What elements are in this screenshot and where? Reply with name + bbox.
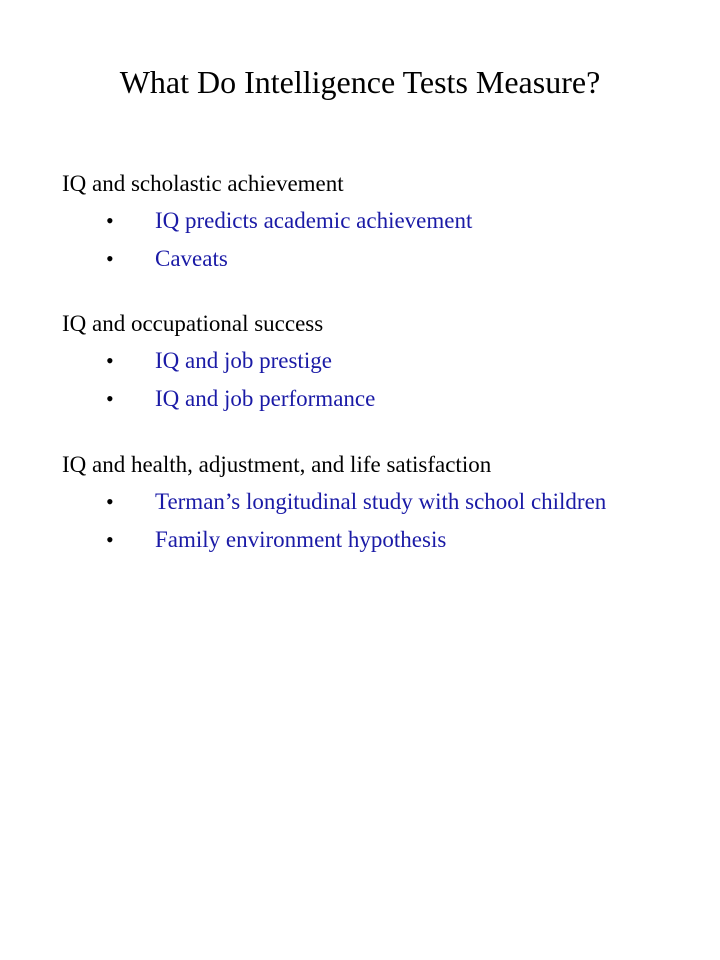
bullet-item — [62, 486, 675, 517]
bullet-icon: • — [106, 208, 114, 233]
bullet-icon: • — [106, 386, 114, 411]
bullet-list — [62, 205, 682, 274]
bullet-icon: • — [106, 489, 114, 514]
bullet-item — [62, 383, 682, 414]
bullet-list — [62, 345, 682, 414]
bullet-item — [62, 205, 682, 236]
bullet-text: Terman’s longitudinal study with school children — [155, 489, 607, 514]
bullet-text: Family environment hypothesis — [155, 527, 447, 552]
section-health — [62, 451, 682, 555]
bullet-item — [62, 345, 682, 376]
bullet-text: IQ and job prestige — [155, 348, 332, 373]
section-heading: IQ and occupational success — [62, 311, 324, 336]
bullet-icon: • — [106, 527, 114, 552]
bullet-text: IQ and job performance — [155, 386, 376, 411]
bullet-list — [62, 486, 682, 555]
section-occupational — [62, 310, 682, 414]
section-scholastic — [62, 170, 682, 274]
section-heading: IQ and health, adjustment, and life satisfaction — [62, 452, 492, 477]
bullet-icon: • — [106, 246, 114, 271]
bullet-icon: • — [106, 348, 114, 373]
bullet-item — [62, 524, 682, 555]
slide-title: What Do Intelligence Tests Measure? — [119, 64, 601, 100]
bullet-text: Caveats — [155, 246, 228, 271]
section-heading: IQ and scholastic achievement — [62, 171, 344, 196]
bullet-text: IQ predicts academic achievement — [155, 208, 473, 233]
bullet-item — [62, 243, 682, 274]
